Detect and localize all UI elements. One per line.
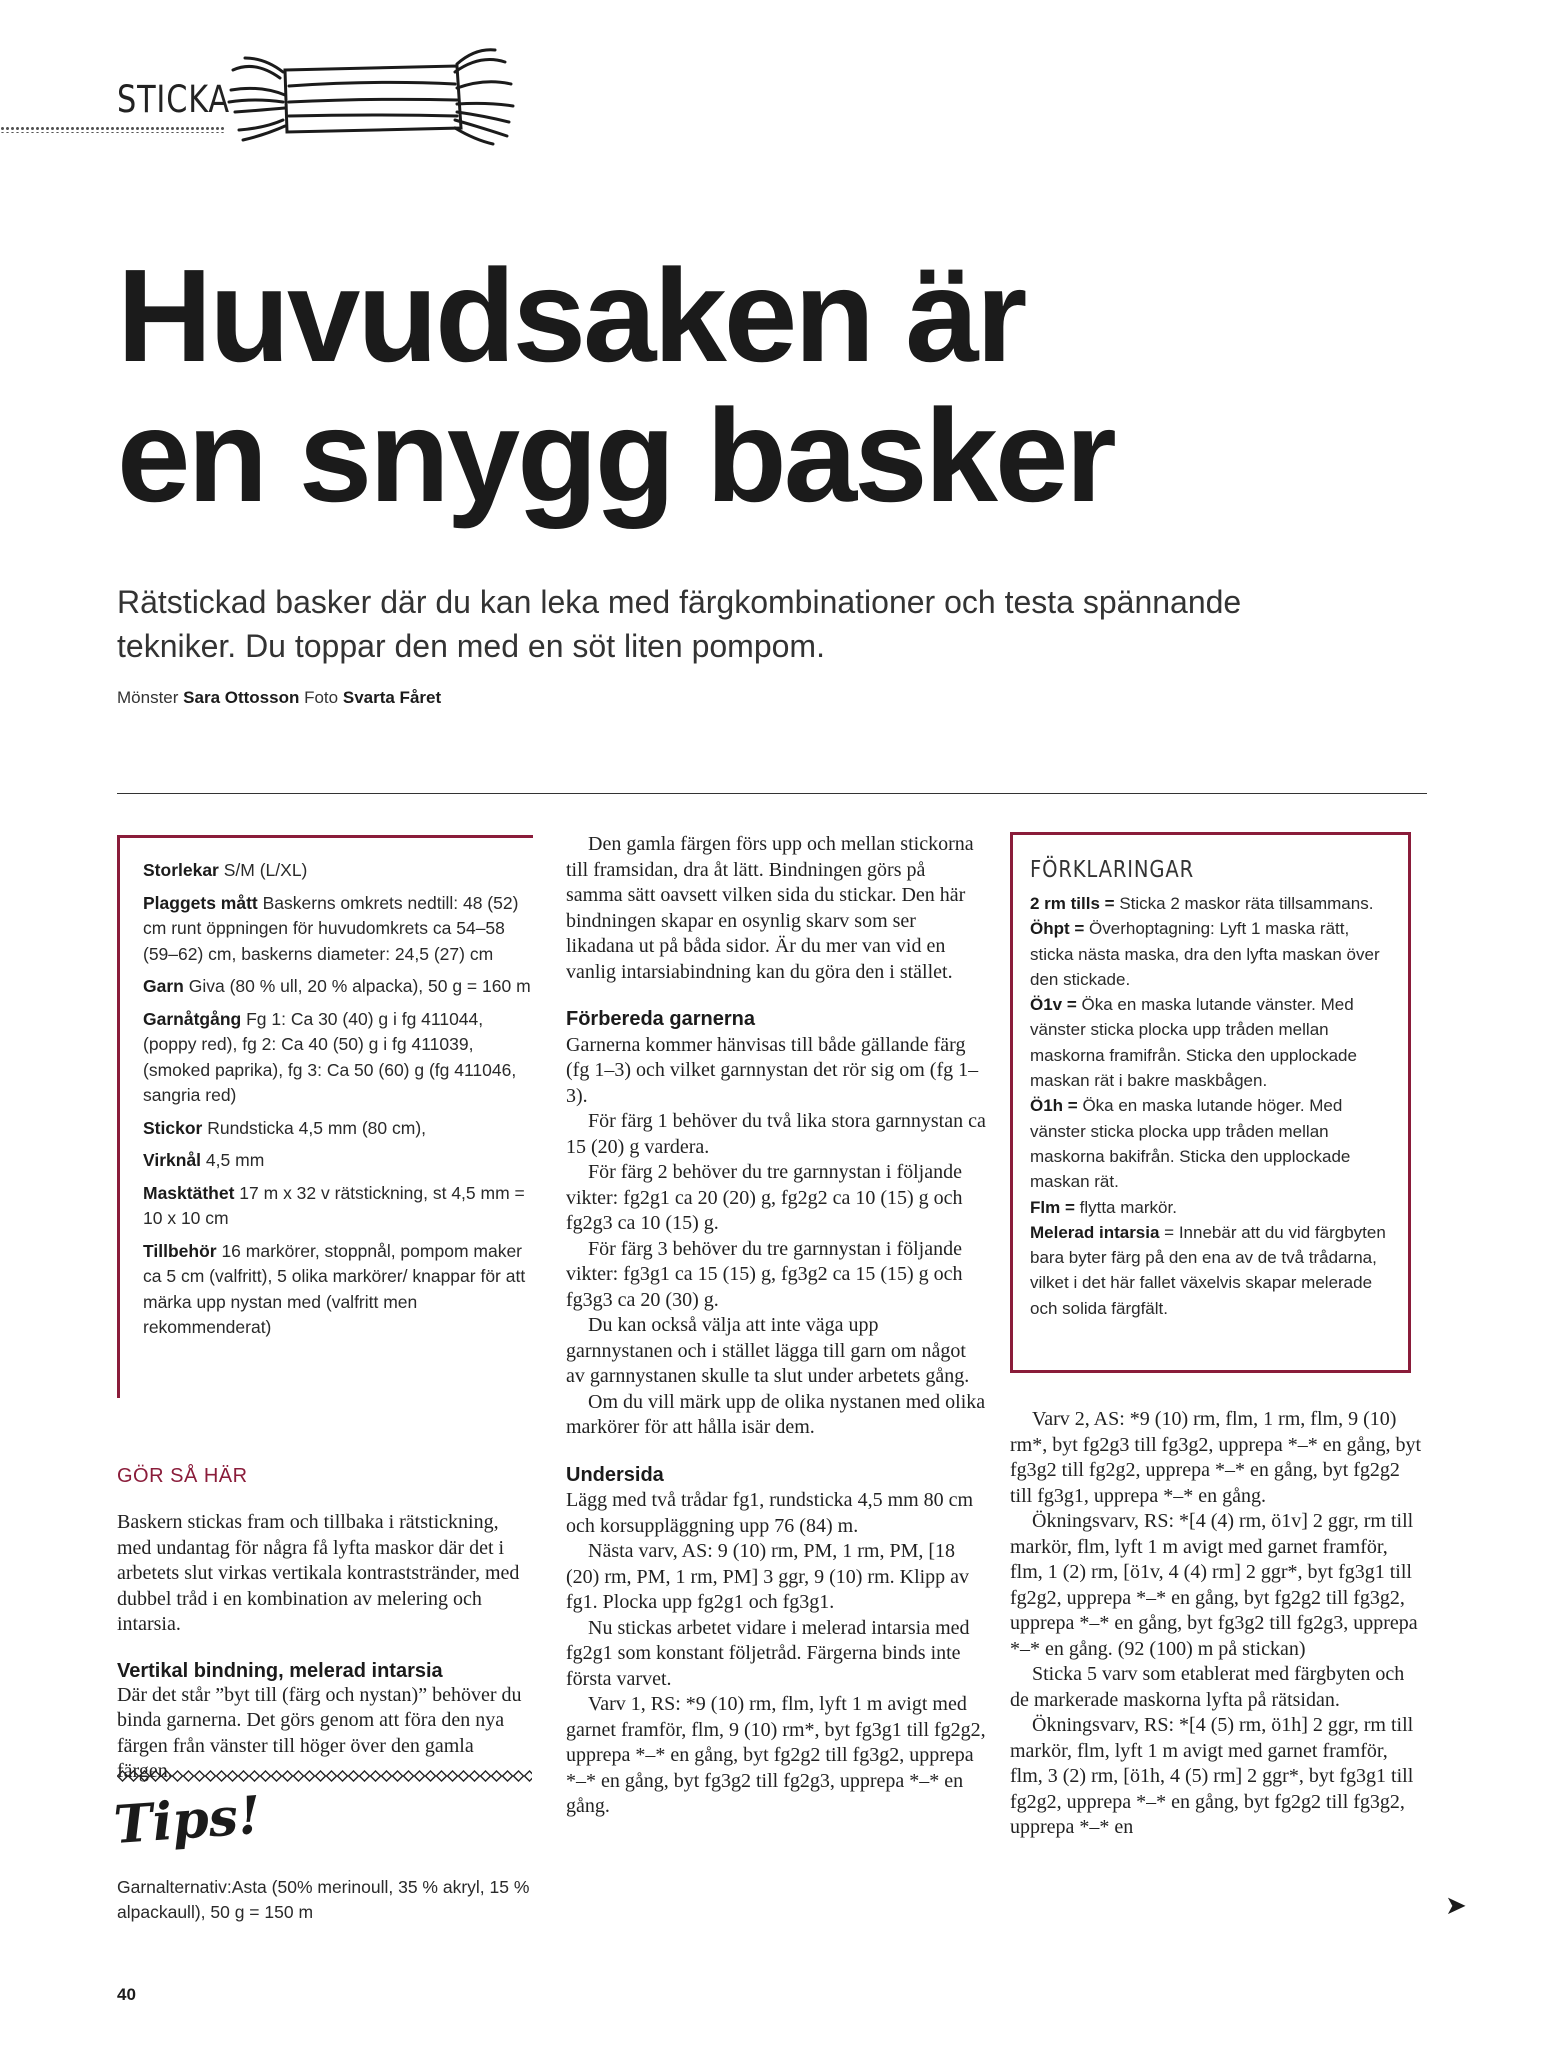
glossary-item: [1030, 992, 1395, 1093]
fact-item: [143, 891, 538, 968]
continue-arrow-icon: ➤: [1445, 1890, 1467, 1920]
fact-text: Baskerns omkrets nedtill: 48 (52) cm runt öppningen för huvudomkrets ca 54–58 (59–62) cm, baskerns diameter: 24,5 (27) cm: [143, 892, 519, 964]
title-line-1: Huvudsaken är: [117, 242, 1025, 389]
body-paragraph: Nästa varv, AS: 9 (10) rm, PM, 1 rm, PM, [18 (20) rm, PM, 1 rm, PM] 3 ggr, 9 (10) rm. Klipp av fg1. Plocka upp fg2g1 och fg3g1.: [566, 1540, 970, 1613]
body-paragraph: Varv 1, RS: *9 (10) rm, flm, lyft 1 m avigt med garnet framför, flm, 9 (10) rm*, byt fg3g1 till fg2g2, upprepa *–* en gång, byt fg2g2 till fg3g2, upprepa *–* en gång, byt fg3g2 till fg2g3, upprepa *–* en gång.: [566, 1693, 986, 1817]
body-paragraph: Nu stickas arbetet vidare i melerad intarsia med fg2g1 som konstant följetråd. Färgerna binds inte första varvet.: [566, 1616, 970, 1690]
body-paragraph: Ökningsvarv, RS: *[4 (4) rm, ö1v] 2 ggr, rm till markör, flm, lyft 1 m avigt med garnet framför, flm, 1 (2) rm, [ö1v, 4 (4) rm] 2 ggr*, byt fg3g1 till fg2g2, upprepa *–* en gång, byt fg2g2 till fg3g2, upprepa *–* en gång, byt fg3g2 till fg2g3, upprepa *–* en gång. (92 (100) m på stickan): [1010, 1510, 1418, 1660]
fact-label: Storlekar: [143, 860, 219, 880]
fact-text: 4,5 mm: [205, 1150, 265, 1170]
fact-item: [143, 1239, 538, 1341]
subheading-forbereda-garnerna: Förbereda garnerna: [566, 1008, 755, 1030]
body-paragraph: Du kan också välja att inte väga upp garnnystanen och i stället lägga till garn om något av garnnystanen skulle ta slut under arbetets gång.: [566, 1314, 970, 1387]
fact-text: 17 m x 32 v rätstickning, st 4,5 mm = 10 x 10 cm: [143, 1182, 525, 1228]
fact-label: Stickor: [143, 1117, 203, 1138]
glossary-definition: flytta markör.: [1079, 1197, 1177, 1217]
fact-label: Plaggets mått: [143, 892, 258, 913]
fact-item: [143, 974, 538, 1000]
fact-item: [143, 858, 538, 884]
forklaringar-heading: FÖRKLARINGAR: [1030, 857, 1195, 883]
fact-label: Masktäthet: [143, 1182, 235, 1203]
instructions-intro: [117, 1465, 532, 1785]
glossary-item: [1030, 916, 1395, 992]
diamond-border: [117, 1770, 532, 1782]
forklaringar-box: [1030, 857, 1395, 1321]
body-paragraph: Lägg med två trådar fg1, rundsticka 4,5 mm 80 cm och korsuppläggning upp 76 (84) m.: [566, 1489, 974, 1537]
glossary-item: [1030, 891, 1395, 916]
pattern-label: Mönster: [117, 688, 179, 707]
fact-item: [143, 1007, 538, 1109]
credits: [117, 688, 441, 708]
body-paragraph: Ökningsvarv, RS: *[4 (5) rm, ö1h] 2 ggr, rm till markör, flm, lyft 1 m avigt med garnet framför, flm, 3 (2) rm, [ö1h, 4 (5) rm] 2 ggr*, byt fg3g1 till fg2g2, upprepa *–* en gång, byt fg2g2 till fg3g2, upprepa *–* en: [1010, 1714, 1414, 1838]
fact-label: Virknål: [143, 1150, 202, 1170]
fact-item: [143, 1116, 538, 1142]
fact-text: Rundsticka 4,5 mm (80 cm),: [207, 1117, 427, 1138]
glossary-definition: Öka en maska lutande vänster. Med vänster sticka plocka upp tråden mellan maskorna framifrån. Sticka den upplockade maskan rät i bakre maskbågen.: [1030, 995, 1357, 1091]
body-paragraph: Varv 2, AS: *9 (10) rm, flm, 1 rm, flm, 9 (10) rm*, byt fg2g3 till fg3g2, upprepa *–* en gång, byt fg3g2 till fg2g2, upprepa *–* en gång, byt fg2g2 till fg3g1, upprepa *–* en gång.: [1010, 1408, 1422, 1507]
glossary-item: [1030, 1093, 1395, 1194]
body-paragraph: Sticka 5 varv som etablerat med färgbyten och de markerade maskorna lyfta på rätsidan.: [1010, 1663, 1405, 1711]
fact-text: Fg 1: Ca 30 (40) g i fg 411044, (poppy red), fg 2: Ca 40 (50) g i fg 411039, (smoked paprika), fg 3: Ca 50 (60) g (fg 411046, sangria red): [143, 1008, 517, 1105]
glossary-term: Flm =: [1030, 1197, 1075, 1217]
fact-label: Tillbehör: [143, 1240, 217, 1261]
photo-credit: Svarta Fåret: [342, 688, 442, 707]
body-paragraph: För färg 3 behöver du tre garnnystan i följande vikter: fg3g1 ca 15 (15) g, fg3g2 ca 15 (15) g och fg3g3 ca 20 (30) g.: [566, 1237, 963, 1311]
article-title: [117, 242, 1114, 529]
facts-box: [143, 858, 538, 1348]
fact-item: [143, 1148, 538, 1174]
body-paragraph: Baskern stickas fram och tillbaka i rätstickning, med undantag för några få lyfta maskor där det i arbetets slut virkas vertikala kontraststränder, med dubbel tråd i en kombination av melering och intarsia.: [117, 1511, 520, 1635]
subheading-vertikal-bindning: Vertikal bindning, melerad intarsia: [117, 1659, 443, 1682]
body-paragraph: Den gamla färgen förs upp och mellan stickorna till framsidan, dra åt lätt. Bindningen görs på samma sätt oavsett vilken sida du stickar. Den här bindningen skapar en osynlig skarv som ser likadana ut på båda sidor. Är du mer van vid en vanlig intarsiabindning kan du göra den i stället.: [566, 833, 974, 983]
fact-item: [143, 1181, 538, 1232]
body-paragraph: För färg 2 behöver du tre garnnystan i följande vikter: fg2g1 ca 20 (20) g, fg2g2 ca 10 (15) g och fg2g3 ca 10 (15) g.: [566, 1161, 963, 1234]
section-kicker: STICKA: [117, 78, 230, 121]
body-paragraph: För färg 1 behöver du två lika stora garnnystan ca 15 (20) g vardera.: [566, 1110, 986, 1158]
column-3: [1010, 1407, 1425, 1841]
section-heading-gor-sa-har: GÖR SÅ HÄR: [117, 1465, 248, 1487]
fact-label: Garnåtgång: [143, 1008, 242, 1029]
lead-paragraph: Rätstickad basker där du kan leka med färgkombinationer och testa spännande tekniker. Du toppar den med en söt liten pompom.: [117, 584, 1242, 664]
tips-heading: Tips!: [111, 1784, 263, 1856]
body-paragraph: Garnerna kommer hänvisas till både gällande färg (fg 1–3) och vilket garnnystan det rör sig om (fg 1–3).: [566, 1033, 979, 1107]
pattern-author: Sara Ottosson: [183, 688, 300, 707]
body-paragraph: Där det står ”byt till (färg och nystan)” behöver du binda garnerna. Det görs genom att föra den nya färgen från vänster till höger över den gamla: [117, 1683, 522, 1757]
header-divider: [117, 793, 1427, 794]
glossary-item: [1030, 1195, 1395, 1220]
column-2: [566, 832, 986, 1820]
glossary-term: Ö1h =: [1030, 1096, 1078, 1116]
glossary-term: Öhpt =: [1030, 919, 1085, 939]
yarn-skein-icon: [225, 40, 515, 150]
photo-label: Foto: [304, 688, 339, 707]
body-paragraph: Om du vill märk upp de olika nystanen med olika markörer för att hålla isär dem.: [566, 1390, 986, 1438]
title-line-2: en snygg basker: [117, 382, 1114, 529]
glossary-term: Ö1v =: [1030, 995, 1077, 1015]
tips-text: Garnalternativ:Asta (50% merinoull, 35 % akryl, 15 % alpackaull), 50 g = 150 m: [117, 1877, 530, 1922]
page-number: 40: [117, 1985, 136, 2004]
glossary-term: 2 rm tills =: [1030, 894, 1115, 913]
glossary-definition: = Innebär att du vid färgbyten bara byter färg på den ena av de två trådarna, vilket i det här fallet växelvis skapar melerade och solida färgfält.: [1030, 1222, 1386, 1318]
glossary-definition: Överhoptagning: Lyft 1 maska rätt, sticka nästa maska, dra den lyfta maskan över den stickade.: [1030, 919, 1380, 989]
fact-text: 16 markörer, stoppnål, pompom maker ca 5 cm (valfritt), 5 olika markörer/ knappar för att märka upp nystan med (valfritt men rekommenderat): [143, 1240, 526, 1337]
fact-label: Garn: [143, 976, 184, 996]
kicker-dotted-line: [0, 126, 225, 133]
subheading-undersida: Undersida: [566, 1463, 664, 1486]
fact-text: S/M (L/XL): [223, 860, 308, 880]
glossary-item: [1030, 1220, 1395, 1321]
fact-text: Giva (80 % ull, 20 % alpacka), 50 g = 160 m: [188, 976, 531, 996]
glossary-term: Melerad intarsia: [1030, 1222, 1160, 1242]
glossary-definition: Öka en maska lutande höger. Med vänster sticka plocka upp tråden mellan maskorna bakifrån. Sticka den upplockade maskan rät.: [1030, 1096, 1351, 1192]
glossary-definition: Sticka 2 maskor räta tillsammans.: [1119, 894, 1374, 913]
